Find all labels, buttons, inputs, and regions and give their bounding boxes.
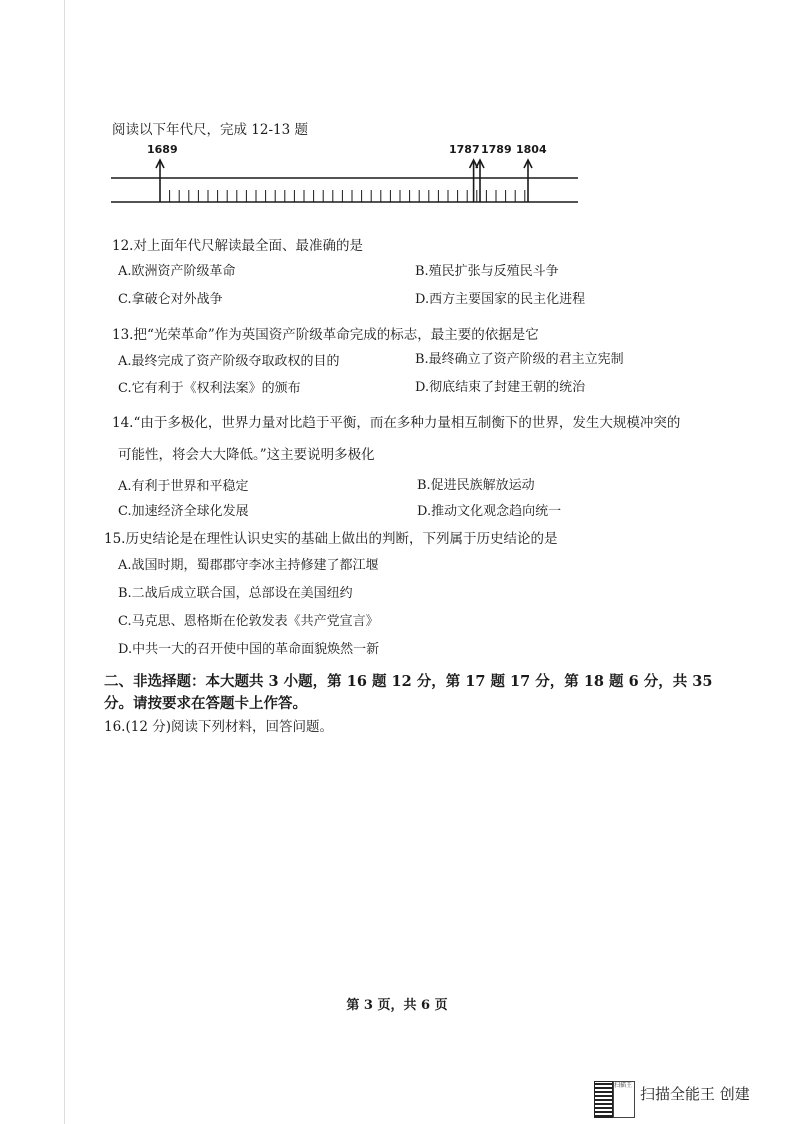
- timeline-arrows: [156, 160, 532, 202]
- question-13-stem: 13.把“光荣革命”作为英国资产阶级革命完成的标志，最主要的依据是它: [112, 327, 539, 343]
- question-13-option-a: A.最终完成了资产阶级夺取政权的目的: [118, 354, 340, 369]
- year-label-1789: 1789: [481, 143, 512, 156]
- question-14-option-c: C.加速经济全球化发展: [118, 504, 249, 519]
- timeline-lines: [111, 178, 578, 202]
- question-15-option-c: C.马克思、恩格斯在伦敦发表《共产党宣言》: [118, 614, 379, 629]
- timeline-ticks: [170, 190, 525, 202]
- question-14-stem-line1: 14.“由于多极化，世界力量对比趋于平衡，而在多种力量相互制衡下的世界，发生大规模冲突的: [112, 415, 681, 431]
- year-label-1787: 1787: [449, 143, 480, 156]
- scanner-brand-text: 扫描全能王 创建: [640, 1085, 750, 1103]
- question-12-option-a: A.欧洲资产阶级革命: [118, 264, 236, 279]
- question-14-option-a: A.有利于世界和平稳定: [118, 479, 249, 494]
- question-12-stem: 12.对上面年代尺解读最全面、最准确的是: [112, 238, 363, 254]
- scanner-logo-icon: 扫描王: [613, 1081, 635, 1118]
- question-16-stem: 16.(12 分)阅读下列材料，回答问题。: [104, 719, 333, 735]
- question-14-option-b: B.促进民族解放运动: [417, 478, 535, 493]
- year-label-1804: 1804: [516, 143, 547, 156]
- question-15-option-d: D.中共一大的召开使中国的革命面貌焕然一新: [118, 642, 380, 657]
- question-15-stem: 15.历史结论是在理性认识史实的基础上做出的判断，下列属于历史结论的是: [104, 531, 558, 547]
- question-12-option-b: B.殖民扩张与反殖民斗争: [415, 264, 559, 279]
- question-13-option-c: C.它有利于《权利法案》的颁布: [118, 381, 301, 396]
- section-2-heading-line2: 分。请按要求在答题卡上作答。: [104, 695, 307, 712]
- question-13-option-b: B.最终确立了资产阶级的君主立宪制: [415, 352, 624, 367]
- qr-code-icon: [594, 1081, 613, 1118]
- question-12-option-d: D.西方主要国家的民主化进程: [415, 292, 586, 307]
- question-14-stem-line2: 可能性，将会大大降低。”这主要说明多极化: [118, 447, 375, 463]
- question-13-option-d: D.彻底结束了封建王朝的统治: [415, 380, 586, 395]
- timeline-ruler: [0, 0, 794, 220]
- question-15-option-b: B.二战后成立联合国，总部设在美国纽约: [118, 586, 353, 601]
- year-label-1689: 1689: [147, 143, 178, 156]
- section-2-heading-line1: 二、非选择题：本大题共 3 小题，第 16 题 12 分，第 17 题 17 分，第 18 题 6 分，共 35: [104, 673, 713, 690]
- page-number: 第 3 页，共 6 页: [346, 998, 448, 1013]
- question-14-option-d: D.推动文化观念趋向统一: [417, 504, 562, 519]
- question-15-option-a: A.战国时期，蜀郡郡守李冰主持修建了都江堰: [118, 558, 379, 573]
- reading-intro: 阅读以下年代尺，完成 12-13 题: [112, 122, 309, 138]
- question-12-option-c: C.拿破仑对外战争: [118, 292, 223, 307]
